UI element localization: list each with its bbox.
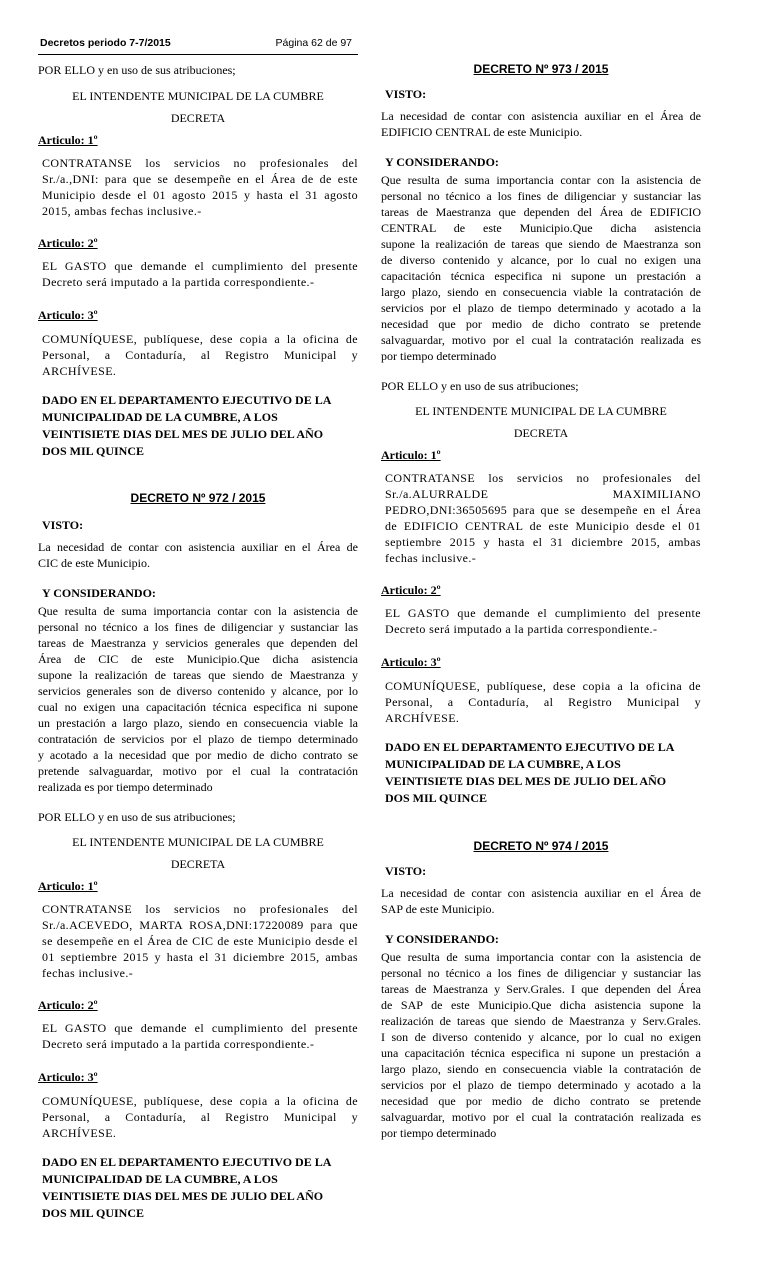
decree-973: [381, 61, 701, 807]
article-2-text: [38, 258, 358, 290]
visto-text: [38, 539, 358, 571]
text-line: realización de tareas que siendo de Maestranza y Serv.Grales.: [381, 1014, 701, 1028]
page-header: [38, 35, 358, 55]
article-2-label: Articulo: 2º: [381, 583, 441, 597]
decree-974: [381, 838, 701, 1141]
text-line: I son de diverso contenido y alcance, por lo cual no exigen: [381, 1030, 701, 1044]
text-line: de diverso contenido y alcance, por lo cual no exigen una: [381, 253, 701, 267]
text-line: EL GASTO que demande el cumplimiento del presente: [42, 259, 358, 273]
text-line: largo plazo, siendo en consecuencia viable la contratación de: [381, 285, 701, 299]
text-line: COMUNÍQUESE, publíquese, dese copia a la oficina de: [42, 1094, 358, 1108]
considerando-text: [381, 949, 701, 1141]
text-line: por tiempo determinado: [381, 349, 497, 363]
article-2-label: Articulo: 2º: [38, 236, 98, 250]
text-line: VEINTISIETE DIAS DEL MES DE JULIO DEL AÑO: [42, 427, 324, 441]
text-line: salvaguardar, motivo por el cual la contratación realizada es: [381, 1110, 701, 1124]
text-line: MUNICIPALIDAD DE LA CUMBRE, A LOS: [42, 1172, 278, 1186]
article-3-text: [38, 331, 358, 379]
right-column: [381, 61, 701, 1141]
text-line: Que resulta de suma importancia contar con la asistencia de: [38, 604, 358, 618]
text-line: DADO EN EL DEPARTAMENTO EJECUTIVO DE LA: [42, 1155, 332, 1169]
decree-prev-continuation: [38, 62, 358, 460]
text-line: MUNICIPALIDAD DE LA CUMBRE, A LOS: [42, 410, 278, 424]
text-line: personal no técnico a los fines de diligenciar y sustanciar las: [38, 620, 358, 634]
text-line: tareas de Maestranza y servicios generales que dependen del: [38, 636, 358, 650]
dado-block: [38, 1154, 358, 1222]
text-line: largo plazo, siendo en consecuencia viable la contratación de: [381, 1062, 701, 1076]
text-line: una capacitación técnica especifica ni supone un prestación a: [381, 1046, 701, 1060]
text-line: Personal, a Contaduría, al Registro Municipal y: [42, 348, 358, 362]
text-line: COMUNÍQUESE, publíquese, dese copia a la oficina de: [42, 332, 358, 346]
visto-text: [381, 885, 701, 917]
text-line: y acotado a la necesidad que por medio de dicho contrato se: [38, 748, 358, 762]
text-line: servicios generales son de diverso contenido y alcance, por lo: [38, 684, 358, 698]
text-line: Decreto será imputado a la partida correspondiente.-: [385, 622, 658, 636]
text-line: EL GASTO que demande el cumplimiento del presente: [385, 606, 701, 620]
article-2-label: Articulo: 2º: [38, 998, 98, 1012]
text-line: SAP de este Municipio.: [381, 902, 495, 916]
text-line: Personal, a Contaduría, al Registro Municipal y: [385, 695, 701, 709]
text-line: EL GASTO que demande el cumplimiento del presente: [42, 1021, 358, 1035]
text-line: personal no técnico a los fines de diligenciar y sustanciar las: [381, 966, 701, 980]
por-ello-text: POR ELLO y en uso de sus atribuciones;: [38, 63, 236, 77]
text-line: fechas inclusive.-: [42, 966, 134, 980]
text-line: VEINTISIETE DIAS DEL MES DE JULIO DEL AÑO: [42, 1189, 324, 1203]
intendente-heading: EL INTENDENTE MUNICIPAL DE LA CUMBRE: [415, 404, 667, 418]
article-2-text: [381, 605, 701, 637]
text-line: DADO EN EL DEPARTAMENTO EJECUTIVO DE LA: [42, 393, 332, 407]
article-3-label: Articulo: 3º: [381, 655, 441, 669]
considerando-text: [381, 172, 701, 364]
article-1-label: Articulo: 1º: [38, 879, 98, 893]
text-line: DOS MIL QUINCE: [42, 444, 145, 458]
text-line: 2015, ambas fechas inclusive.-: [42, 204, 202, 218]
text-line: personal no técnico a los fines de diligenciar y sustanciar las: [381, 189, 701, 203]
text-line: realizada es por tiempo determinado: [38, 780, 213, 794]
text-line: CONTRATANSE los servicios no profesionales del: [42, 902, 358, 916]
dado-block: [381, 739, 701, 807]
text-line: supone la realización de tareas que siendo de Maestranza son: [381, 237, 701, 251]
por-ello-text: POR ELLO y en uso de sus atribuciones;: [38, 810, 236, 824]
visto-text: [381, 108, 701, 140]
text-line: Decreto será imputado a la partida correspondiente.-: [42, 1037, 315, 1051]
article-1-label: Articulo: 1º: [38, 133, 98, 147]
visto-label: VISTO:: [385, 87, 427, 101]
text-line: necesidad que por medio de dicho contrato se pretende: [381, 1094, 701, 1108]
dado-block: [38, 392, 358, 460]
page-number: Página 62 de 97: [275, 37, 352, 49]
considerando-label: Y CONSIDERANDO:: [385, 155, 499, 169]
considerando-text: [38, 603, 358, 795]
text-line: servicios por el plazo de tiempo determinado y acotado a la: [381, 1078, 701, 1092]
article-1-label: Articulo: 1º: [381, 448, 441, 462]
visto-label: VISTO:: [385, 864, 427, 878]
text-line: Área de CIC de este Municipio.Que dicha asistencia: [38, 652, 358, 666]
article-1-text: [381, 470, 701, 566]
text-line: capacitación técnica especifica ni supone un prestación a: [381, 269, 701, 283]
text-line: La necesidad de contar con asistencia auxiliar en el Área de: [38, 540, 358, 554]
article-1-text: [38, 901, 358, 981]
text-line: CENTRAL de este Municipio.Que dicha asistencia: [381, 221, 701, 235]
article-3-text: [38, 1093, 358, 1141]
article-3-label: Articulo: 3º: [38, 308, 98, 322]
text-line: Decreto será imputado a la partida correspondiente.-: [42, 275, 315, 289]
text-line: se desempeñe en el Área de CIC de este Municipio desde el: [42, 934, 358, 948]
text-line: 01 septiembre 2015 y hasta el 31 diciembre 2015, ambas: [42, 950, 358, 964]
text-line: EDIFICIO CENTRAL de este Municipio.: [381, 125, 583, 139]
intendente-heading: EL INTENDENTE MUNICIPAL DE LA CUMBRE: [72, 89, 324, 103]
text-line: Sr./a.ACEVEDO, MARTA ROSA,DNI:17220089 para que: [42, 918, 358, 932]
article-3-text: [381, 678, 701, 726]
header-title: Decretos periodo 7-7/2015: [40, 37, 171, 49]
text-line: tareas de Maestranza que dependen del Área de EDIFICIO: [381, 205, 701, 219]
text-line: salvaguardar, motivo por el cual la contratación realizada es: [381, 333, 701, 347]
text-line: de SAP de este Municipio.Que dicha asistencia supone la: [381, 998, 701, 1012]
text-line: contratación de servicios por el plazo de tiempo determinado: [38, 732, 358, 746]
decree-title: DECRETO Nº 974 / 2015: [473, 839, 609, 853]
visto-label: VISTO:: [42, 518, 84, 532]
considerando-label: Y CONSIDERANDO:: [385, 932, 499, 946]
text-line: Que resulta de suma importancia contar con la asistencia de: [381, 173, 701, 187]
text-line: CONTRATANSE los servicios no profesionales del: [42, 156, 358, 170]
text-line: MUNICIPALIDAD DE LA CUMBRE, A LOS: [385, 757, 621, 771]
text-line: CONTRATANSE los servicios no profesionales del: [385, 471, 701, 485]
text-line: necesidad que por medio de dicho contrato se pretende: [381, 317, 701, 331]
text-line: PEDRO,DNI:36505695 para que se desempeñe en el Área: [385, 503, 701, 517]
decree-title: DECRETO Nº 973 / 2015: [473, 62, 609, 76]
text-line: Sr./a.ALURRALDE MAXIMILIANO: [385, 487, 701, 501]
text-line: servicios por el plazo de tiempo determinado y acotado a la: [381, 301, 701, 315]
article-3-label: Articulo: 3º: [38, 1070, 98, 1084]
left-column: [38, 60, 358, 1222]
decree-title: DECRETO Nº 972 / 2015: [130, 491, 266, 505]
decreta-heading: DECRETA: [513, 426, 569, 440]
text-line: La necesidad de contar con asistencia auxiliar en el Área de: [381, 886, 701, 900]
decreta-heading: DECRETA: [170, 111, 226, 125]
text-line: de EDIFICIO CENTRAL de este Municipio desde el 01: [385, 519, 701, 533]
text-line: COMUNÍQUESE, publíquese, dese copia a la oficina de: [385, 679, 701, 693]
text-line: septiembre 2015 y hasta el 31 diciembre 2015, ambas: [385, 535, 701, 549]
text-line: fechas inclusive.-: [385, 551, 477, 565]
text-line: DADO EN EL DEPARTAMENTO EJECUTIVO DE LA: [385, 740, 675, 754]
text-line: VEINTISIETE DIAS DEL MES DE JULIO DEL AÑO: [385, 774, 667, 788]
text-line: por tiempo determinado: [381, 1126, 497, 1140]
text-line: ARCHÍVESE.: [42, 364, 117, 378]
intendente-heading: EL INTENDENTE MUNICIPAL DE LA CUMBRE: [72, 835, 324, 849]
por-ello-text: POR ELLO y en uso de sus atribuciones;: [381, 379, 579, 393]
text-line: tareas de Maestranza y Serv.Grales. I que dependen del Área: [381, 982, 701, 996]
text-line: DOS MIL QUINCE: [42, 1206, 145, 1220]
text-line: supone la realización de tareas que siendo de Maestranza y: [38, 668, 358, 682]
article-2-text: [38, 1020, 358, 1052]
text-line: ARCHÍVESE.: [385, 711, 460, 725]
text-line: ARCHÍVESE.: [42, 1126, 117, 1140]
text-line: Que resulta de suma importancia contar con la asistencia de: [381, 950, 701, 964]
text-line: Municipio desde el 01 agosto 2015 y hasta el 31 agosto: [42, 188, 358, 202]
text-line: Sr./a.,DNI: para que se desempeñe en el Área de de este: [42, 172, 358, 186]
article-1-text: [38, 155, 358, 219]
decree-972: [38, 490, 358, 1222]
text-line: cual no exigen una capacitación técnica especifica ni supone: [38, 700, 358, 714]
decreta-heading: DECRETA: [170, 857, 226, 871]
text-line: Personal, a Contaduría, al Registro Municipal y: [42, 1110, 358, 1124]
text-line: La necesidad de contar con asistencia auxiliar en el Área de: [381, 109, 701, 123]
text-line: DOS MIL QUINCE: [385, 791, 488, 805]
text-line: pretende salvaguardar, motivo por el cual la contratación: [38, 764, 358, 778]
considerando-label: Y CONSIDERANDO:: [42, 586, 156, 600]
text-line: un prestación a largo plazo, siendo en consecuencia viable la: [38, 716, 358, 730]
text-line: CIC de este Municipio.: [38, 556, 150, 570]
